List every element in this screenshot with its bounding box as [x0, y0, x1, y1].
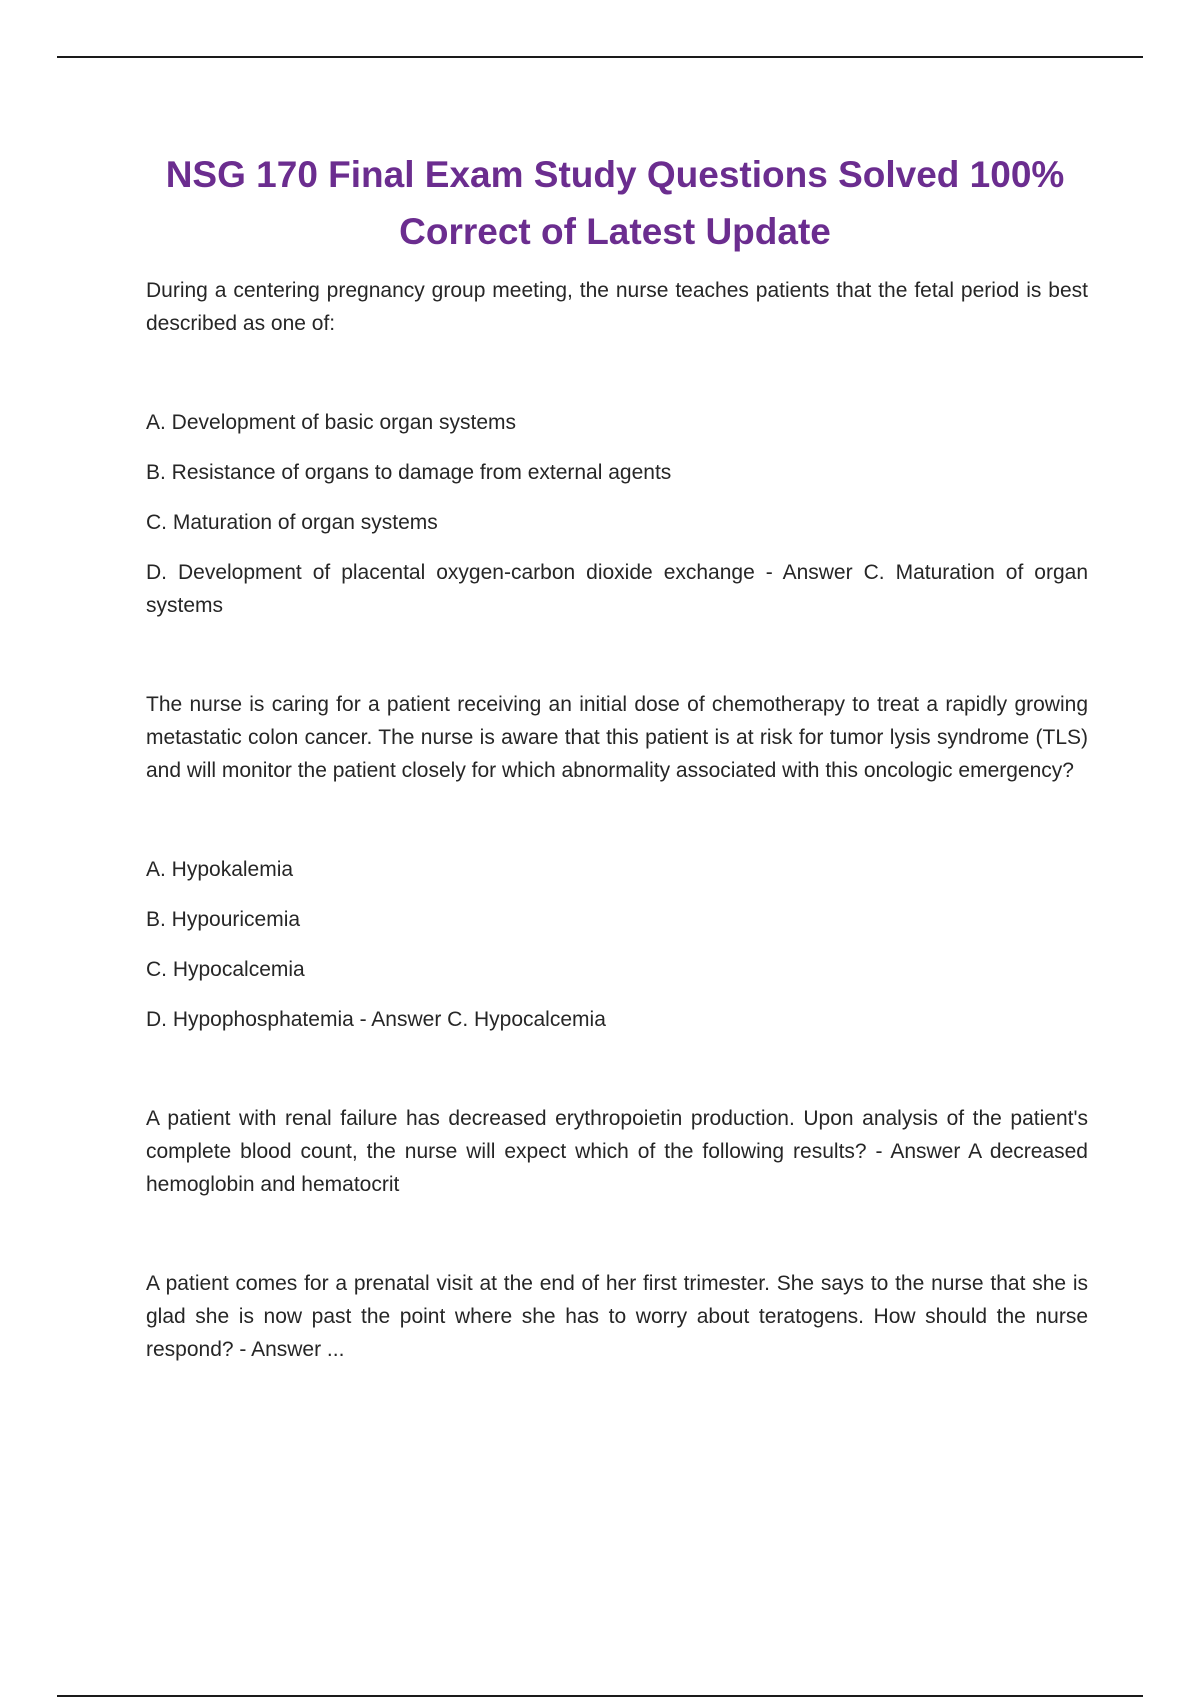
question-2-option-c: C. Hypocalcemia — [146, 958, 305, 981]
question-2-option-b: B. Hypouricemia — [146, 908, 301, 931]
question-2-option-d-answer: D. Hypophosphatemia - Answer C. Hypocalcemia — [146, 1008, 606, 1031]
document-title: NSG 170 Final Exam Study Questions Solved 100% Correct of Latest Update — [165, 154, 1065, 252]
question-2-option-a: A. Hypokalemia — [146, 858, 294, 881]
bottom-rule — [57, 1695, 1143, 1697]
question-3 — [146, 1102, 1088, 1201]
question-3-stem: A patient with renal failure has decreased erythropoietin production. Upon analysis of the patient's complete blood count, the nurse will expect which of the following results? - Answer A decreased hemoglobin and hematocrit — [146, 1107, 1088, 1196]
top-rule — [57, 56, 1143, 58]
document-body — [146, 274, 1088, 1366]
question-1 — [146, 274, 1088, 622]
question-2-stem: The nurse is caring for a patient receiving an initial dose of chemotherapy to treat a rapidly growing metastatic colon cancer. The nurse is aware that this patient is at risk for tumor lysis syndrome (TLS) and will monitor the patient closely for which abnormality associated with this oncologic emergency? — [146, 693, 1088, 782]
question-1-option-c: C. Maturation of organ systems — [146, 511, 438, 534]
question-1-stem: During a centering pregnancy group meeting, the nurse teaches patients that the fetal period is best described as one of: — [146, 279, 1088, 335]
question-4-stem: A patient comes for a prenatal visit at the end of her first trimester. She says to the nurse that she is glad she is now past the point where she has to worry about teratogens. How should the nurse respond? - Answer ... — [146, 1272, 1088, 1361]
question-1-option-a: A. Development of basic organ systems — [146, 411, 517, 434]
question-2 — [146, 688, 1088, 1036]
question-4 — [146, 1267, 1088, 1366]
question-1-option-d-answer: D. Development of placental oxygen-carbon dioxide exchange - Answer C. Maturation of organ systems — [146, 561, 1088, 617]
question-1-option-b: B. Resistance of organs to damage from external agents — [146, 461, 672, 484]
